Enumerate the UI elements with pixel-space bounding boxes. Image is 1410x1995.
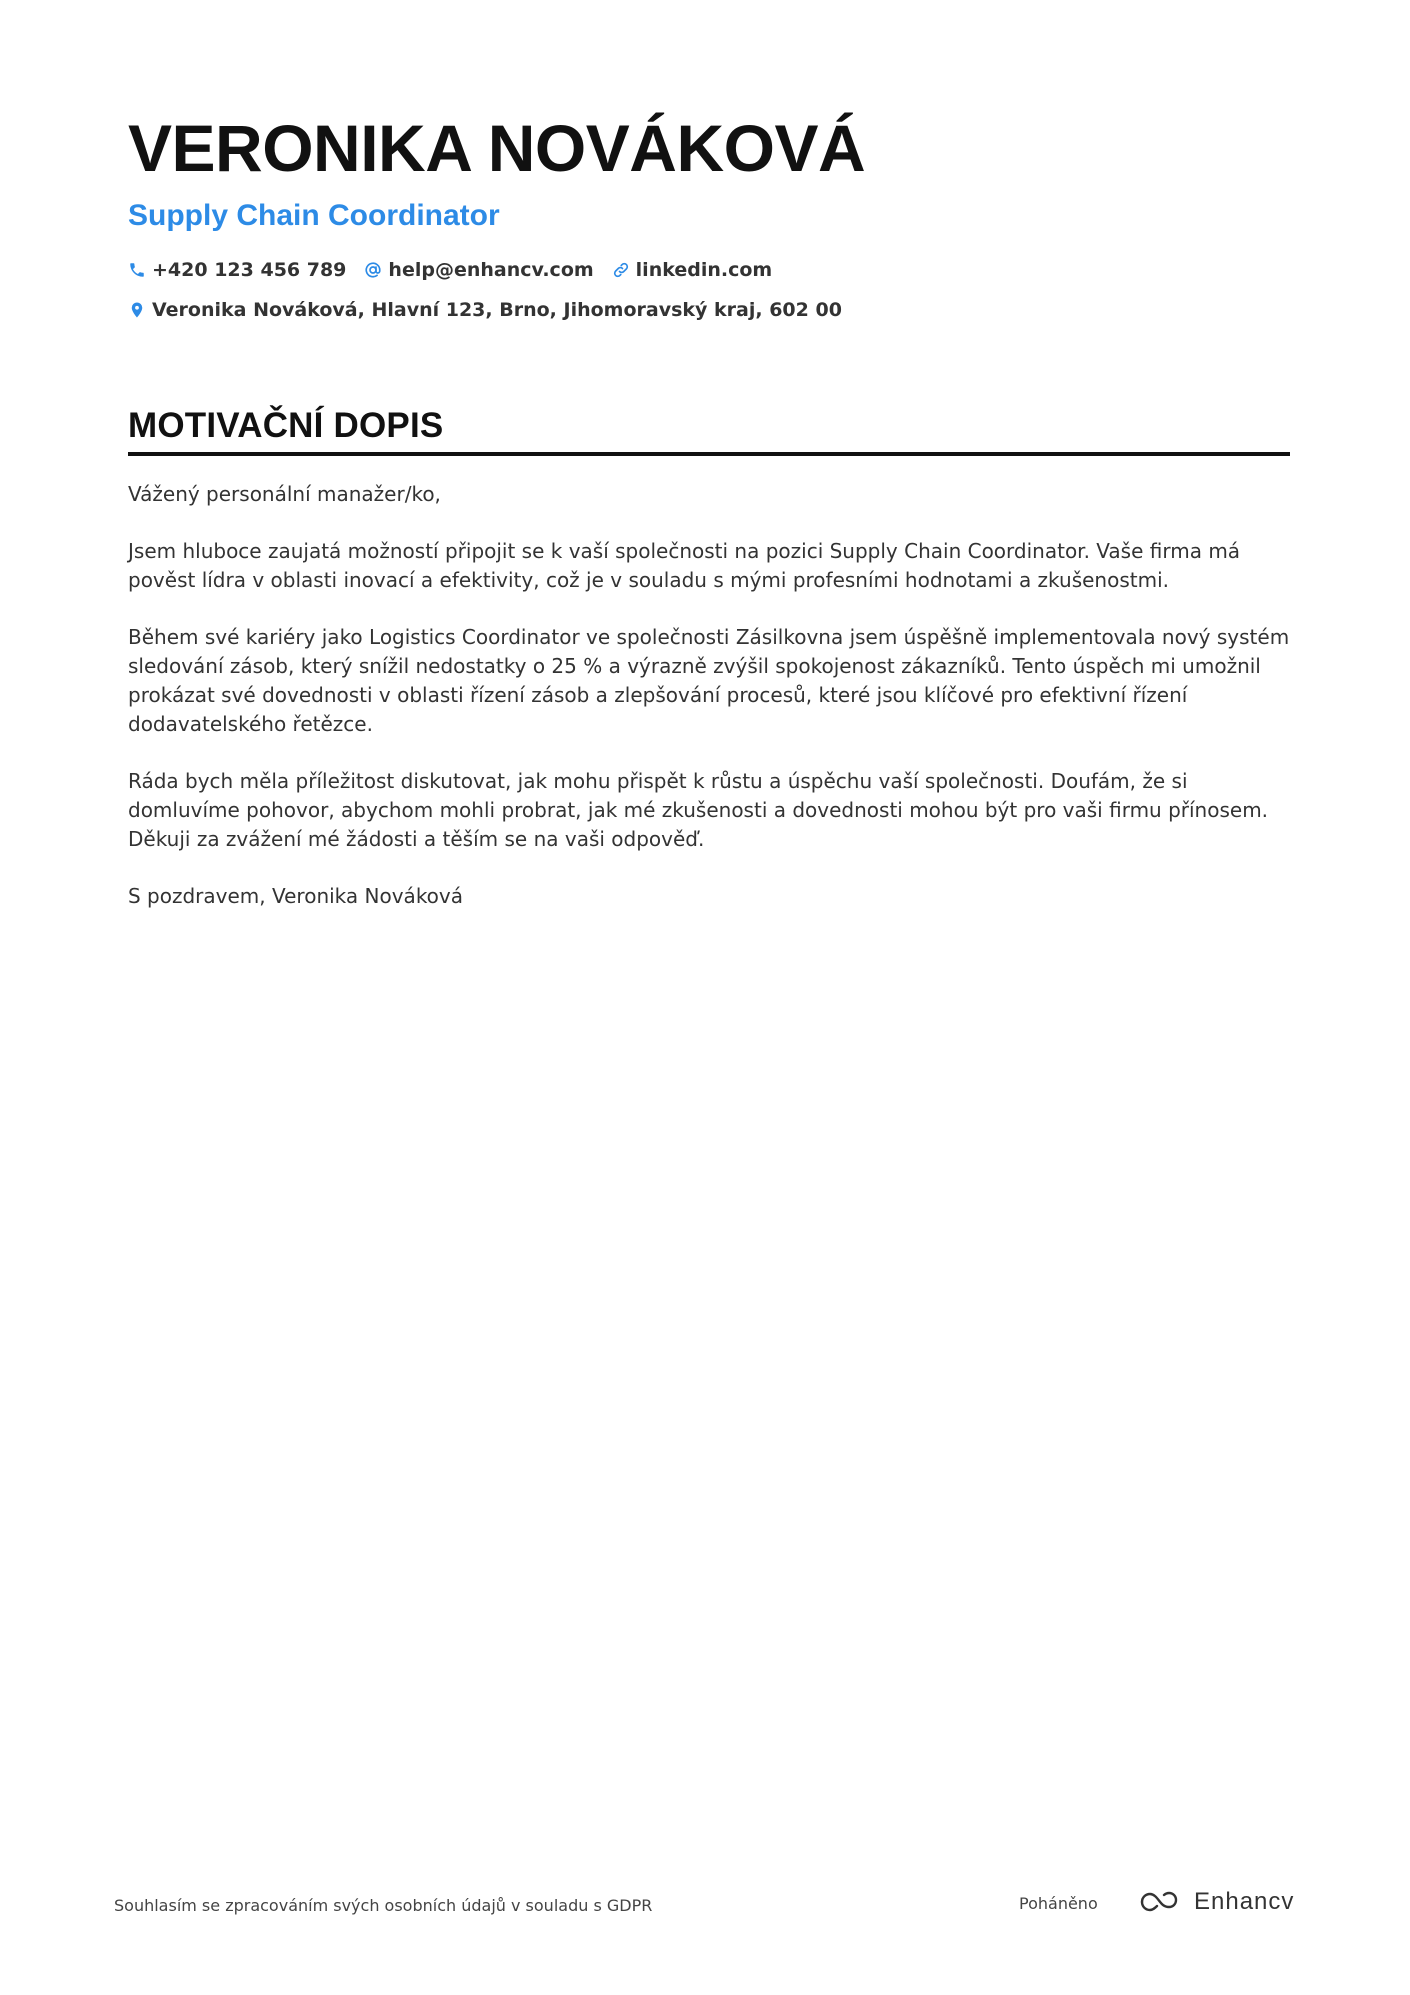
email-text: help@enhancv.com [388,259,594,281]
letter-greeting: Vážený personální manažer/ko, [128,482,441,506]
contact-email[interactable] [364,256,593,284]
letter-paragraph: Jsem hluboce zaujatá možností připojit se k vaší společnosti na pozici Supply Chain Coordinator. Vaše firma má pověst lídra v oblasti inovací a efektivity, což je v souladu s mými profesními hodnotami a zkušenostmi. [128,539,1241,592]
letter-closing: S pozdravem, Veronika Nováková [128,884,464,908]
brand-name: Enhancv [1194,1888,1295,1915]
letter-paragraph: Během své kariéry jako Logistics Coordinator ve společnosti Zásilkovna jsem úspěšně implementovala nový systém sledování zásob, který snížil nedostatky o 25 % a výrazně zvýšil spokojenost zákazníků. Tento úspěch mi umožnil prokázat své dovednosti v oblasti řízení zásob a zlepšování procesů, které jsou klíčové pro efektivní řízení dodavatelského řetězce. [128,625,1290,736]
brand-logo[interactable] [1138,1888,1294,1916]
footer [114,1888,1294,1928]
at-icon [364,261,382,279]
linkedin-text: linkedin.com [635,259,773,281]
section-divider [128,452,1290,456]
letter-body [128,480,1298,939]
contact-linkedin[interactable] [612,256,773,284]
link-icon [612,261,630,279]
powered-by-label: Poháněno [1019,1894,1098,1913]
job-title: Supply Chain Coordinator [128,199,500,232]
location-pin-icon [128,301,146,319]
contact-address [128,296,1288,324]
section-title: MOTIVAČNÍ DOPIS [128,406,444,445]
header [128,108,1288,324]
address-text: Veronika Nováková, Hlavní 123, Brno, Jihomoravský kraj, 602 00 [152,299,842,321]
enhancv-logo-icon [1138,1888,1184,1916]
phone-icon [128,261,146,279]
contact-phone[interactable] [128,256,346,284]
contact-row [128,256,1288,284]
letter-paragraph: Ráda bych měla příležitost diskutovat, jak mohu přispět k růstu a úspěchu vaší společnosti. Doufám, že si domluvíme pohovor, abychom mohli probrat, jak mé zkušenosti a dovednosti mohou být pro vaši firmu přínosem. Děkuji za zvážení mé žádosti a těším se na vaši odpověď. [128,769,1269,851]
section-header [128,402,1290,456]
candidate-name: VERONIKA NOVÁKOVÁ [128,111,866,185]
gdpr-consent: Souhlasím se zpracováním svých osobních údajů v souladu s GDPR [114,1896,653,1915]
phone-text: +420 123 456 789 [152,259,347,281]
